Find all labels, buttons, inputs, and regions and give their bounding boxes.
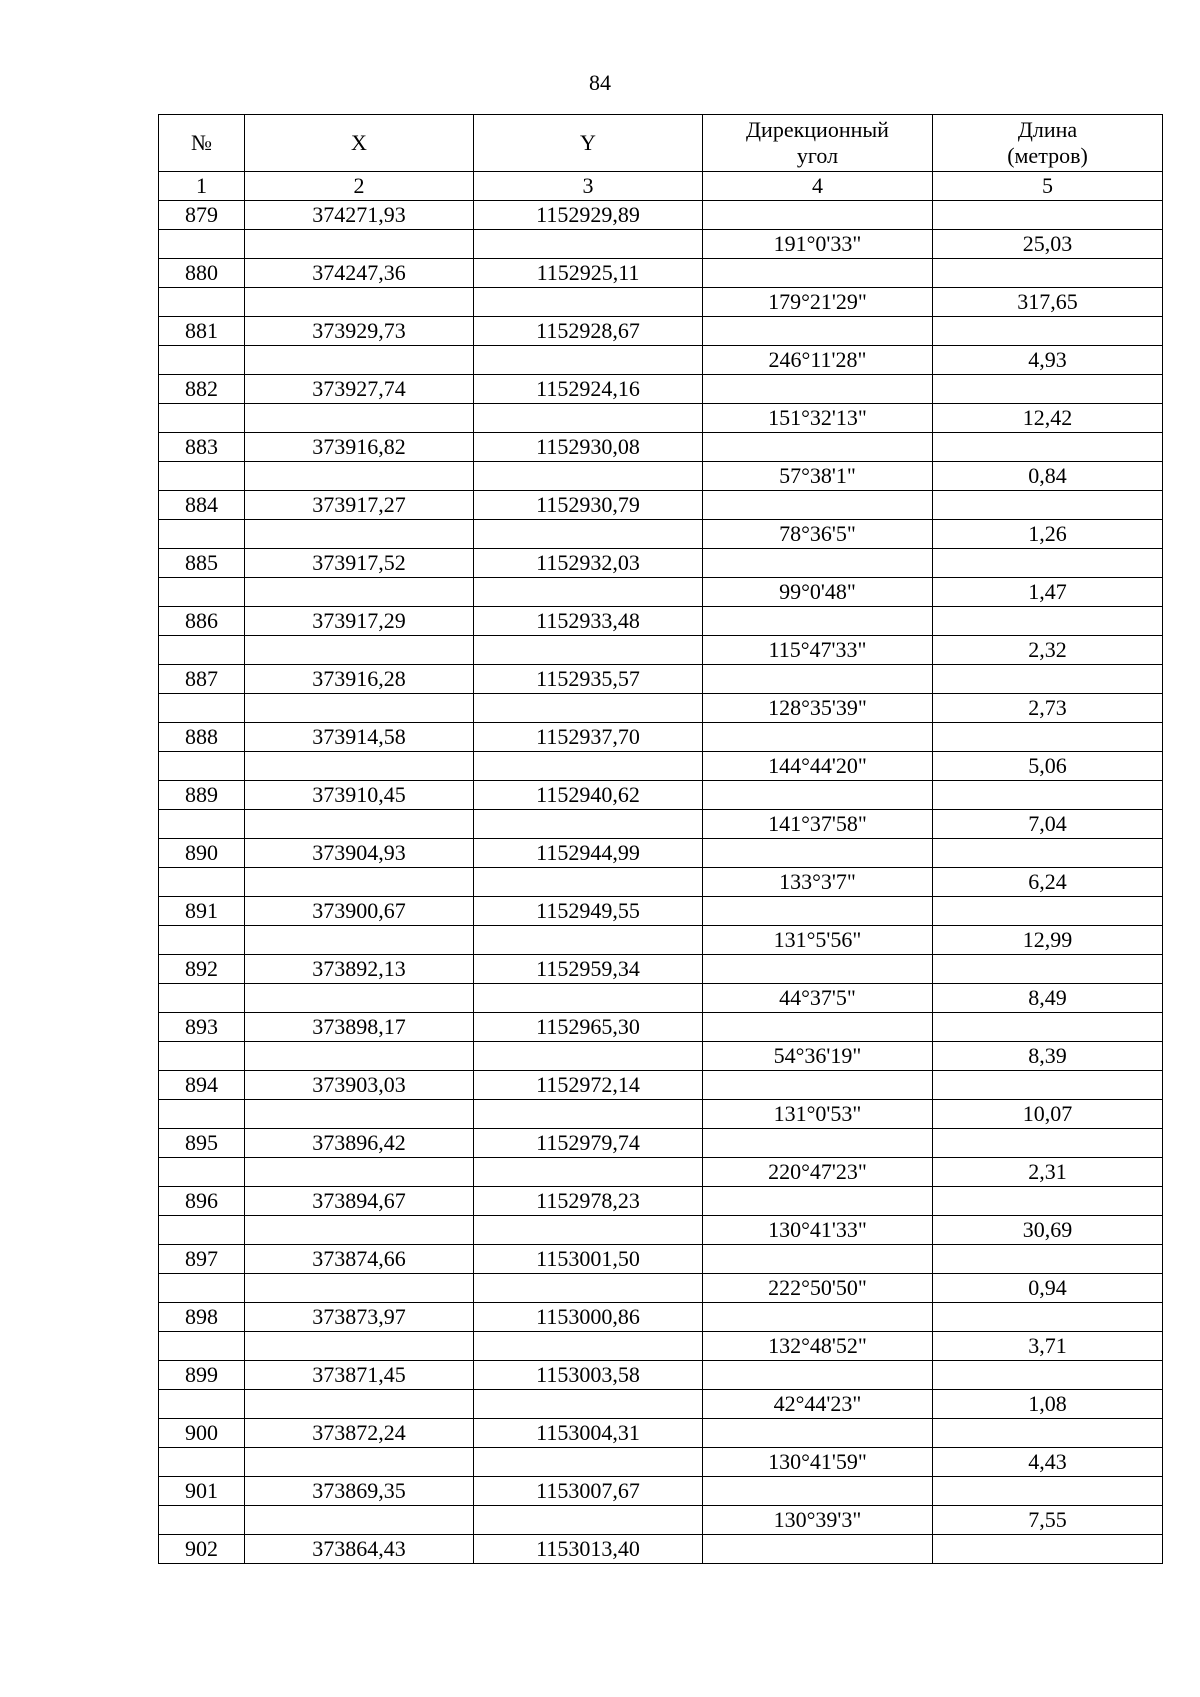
y-coordinate-cell: 1152929,89 bbox=[474, 201, 703, 230]
table-row bbox=[159, 1332, 1163, 1361]
y-coordinate-cell bbox=[474, 404, 703, 433]
length-cell bbox=[933, 1129, 1163, 1158]
y-coordinate-cell bbox=[474, 578, 703, 607]
bearing-cell bbox=[703, 955, 933, 984]
length-cell: 7,55 bbox=[933, 1506, 1163, 1535]
point-number-cell bbox=[159, 230, 245, 259]
y-coordinate-cell: 1152924,16 bbox=[474, 375, 703, 404]
y-coordinate-cell bbox=[474, 926, 703, 955]
x-coordinate-cell: 373892,13 bbox=[245, 955, 474, 984]
x-coordinate-cell bbox=[245, 636, 474, 665]
table-row bbox=[159, 607, 1163, 636]
y-coordinate-cell: 1152935,57 bbox=[474, 665, 703, 694]
header-length: Длина (метров) bbox=[933, 115, 1163, 172]
x-coordinate-cell: 373871,45 bbox=[245, 1361, 474, 1390]
length-cell: 25,03 bbox=[933, 230, 1163, 259]
table-row bbox=[159, 1129, 1163, 1158]
x-coordinate-cell bbox=[245, 462, 474, 491]
table-row bbox=[159, 1303, 1163, 1332]
bearing-cell: 54°36'19" bbox=[703, 1042, 933, 1071]
y-coordinate-cell: 1152965,30 bbox=[474, 1013, 703, 1042]
point-number-cell: 899 bbox=[159, 1361, 245, 1390]
bearing-cell: 42°44'23" bbox=[703, 1390, 933, 1419]
length-cell: 12,99 bbox=[933, 926, 1163, 955]
length-cell bbox=[933, 1071, 1163, 1100]
table-row bbox=[159, 201, 1163, 230]
length-cell: 2,31 bbox=[933, 1158, 1163, 1187]
table-row bbox=[159, 520, 1163, 549]
bearing-cell: 44°37'5" bbox=[703, 984, 933, 1013]
length-cell: 4,93 bbox=[933, 346, 1163, 375]
length-cell bbox=[933, 375, 1163, 404]
length-cell: 5,06 bbox=[933, 752, 1163, 781]
bearing-cell bbox=[703, 1187, 933, 1216]
length-cell bbox=[933, 1535, 1163, 1564]
bearing-cell: 130°39'3" bbox=[703, 1506, 933, 1535]
length-cell: 1,47 bbox=[933, 578, 1163, 607]
table-row bbox=[159, 317, 1163, 346]
table-row bbox=[159, 1506, 1163, 1535]
table-row bbox=[159, 1071, 1163, 1100]
bearing-cell bbox=[703, 317, 933, 346]
length-cell bbox=[933, 1477, 1163, 1506]
length-cell bbox=[933, 1013, 1163, 1042]
y-coordinate-cell bbox=[474, 1274, 703, 1303]
length-cell: 10,07 bbox=[933, 1100, 1163, 1129]
x-coordinate-cell: 374271,93 bbox=[245, 201, 474, 230]
length-cell: 7,04 bbox=[933, 810, 1163, 839]
bearing-cell bbox=[703, 607, 933, 636]
point-number-cell bbox=[159, 520, 245, 549]
column-number: 1 bbox=[159, 172, 245, 201]
length-cell: 6,24 bbox=[933, 868, 1163, 897]
bearing-cell: 99°0'48" bbox=[703, 578, 933, 607]
length-cell bbox=[933, 491, 1163, 520]
x-coordinate-cell bbox=[245, 230, 474, 259]
table-row bbox=[159, 897, 1163, 926]
point-number-cell: 894 bbox=[159, 1071, 245, 1100]
x-coordinate-cell: 373872,24 bbox=[245, 1419, 474, 1448]
table-row bbox=[159, 375, 1163, 404]
x-coordinate-cell: 373900,67 bbox=[245, 897, 474, 926]
bearing-cell bbox=[703, 1535, 933, 1564]
y-coordinate-cell bbox=[474, 462, 703, 491]
point-number-cell bbox=[159, 404, 245, 433]
x-coordinate-cell: 373869,35 bbox=[245, 1477, 474, 1506]
y-coordinate-cell bbox=[474, 752, 703, 781]
point-number-cell bbox=[159, 636, 245, 665]
point-number-cell bbox=[159, 1448, 245, 1477]
length-cell bbox=[933, 781, 1163, 810]
y-coordinate-cell: 1152944,99 bbox=[474, 839, 703, 868]
x-coordinate-cell bbox=[245, 1216, 474, 1245]
x-coordinate-cell: 373904,93 bbox=[245, 839, 474, 868]
bearing-cell bbox=[703, 433, 933, 462]
y-coordinate-cell bbox=[474, 1100, 703, 1129]
table-row bbox=[159, 1274, 1163, 1303]
y-coordinate-cell bbox=[474, 1390, 703, 1419]
point-number-cell: 887 bbox=[159, 665, 245, 694]
bearing-cell bbox=[703, 491, 933, 520]
bearing-cell bbox=[703, 897, 933, 926]
point-number-cell: 900 bbox=[159, 1419, 245, 1448]
point-number-cell: 895 bbox=[159, 1129, 245, 1158]
bearing-cell bbox=[703, 1013, 933, 1042]
bearing-cell bbox=[703, 1245, 933, 1274]
y-coordinate-cell: 1153000,86 bbox=[474, 1303, 703, 1332]
point-number-cell bbox=[159, 288, 245, 317]
x-coordinate-cell bbox=[245, 1448, 474, 1477]
point-number-cell bbox=[159, 926, 245, 955]
bearing-cell bbox=[703, 839, 933, 868]
y-coordinate-cell: 1152979,74 bbox=[474, 1129, 703, 1158]
bearing-cell: 141°37'58" bbox=[703, 810, 933, 839]
bearing-cell: 128°35'39" bbox=[703, 694, 933, 723]
y-coordinate-cell bbox=[474, 288, 703, 317]
bearing-cell: 115°47'33" bbox=[703, 636, 933, 665]
bearing-cell: 144°44'20" bbox=[703, 752, 933, 781]
point-number-cell: 901 bbox=[159, 1477, 245, 1506]
point-number-cell bbox=[159, 984, 245, 1013]
bearing-cell bbox=[703, 1071, 933, 1100]
x-coordinate-cell bbox=[245, 520, 474, 549]
x-coordinate-cell bbox=[245, 694, 474, 723]
point-number-cell: 882 bbox=[159, 375, 245, 404]
bearing-cell bbox=[703, 1303, 933, 1332]
y-coordinate-cell bbox=[474, 1158, 703, 1187]
table-row bbox=[159, 1419, 1163, 1448]
x-coordinate-cell: 373929,73 bbox=[245, 317, 474, 346]
y-coordinate-cell: 1152949,55 bbox=[474, 897, 703, 926]
y-coordinate-cell: 1152932,03 bbox=[474, 549, 703, 578]
point-number-cell: 892 bbox=[159, 955, 245, 984]
x-coordinate-cell: 373898,17 bbox=[245, 1013, 474, 1042]
point-number-cell bbox=[159, 346, 245, 375]
y-coordinate-cell bbox=[474, 520, 703, 549]
header-row bbox=[159, 115, 1163, 172]
bearing-cell: 246°11'28" bbox=[703, 346, 933, 375]
y-coordinate-cell: 1152933,48 bbox=[474, 607, 703, 636]
table-row bbox=[159, 723, 1163, 752]
bearing-cell bbox=[703, 1361, 933, 1390]
column-number: 5 bbox=[933, 172, 1163, 201]
point-number-cell: 883 bbox=[159, 433, 245, 462]
bearing-cell: 151°32'13" bbox=[703, 404, 933, 433]
point-number-cell bbox=[159, 1390, 245, 1419]
y-coordinate-cell bbox=[474, 1216, 703, 1245]
y-coordinate-cell bbox=[474, 694, 703, 723]
table-row bbox=[159, 491, 1163, 520]
length-cell bbox=[933, 1187, 1163, 1216]
point-number-cell bbox=[159, 1158, 245, 1187]
length-cell: 0,94 bbox=[933, 1274, 1163, 1303]
x-coordinate-cell bbox=[245, 1506, 474, 1535]
length-cell bbox=[933, 839, 1163, 868]
table-row bbox=[159, 1361, 1163, 1390]
table-row bbox=[159, 868, 1163, 897]
table-row bbox=[159, 288, 1163, 317]
table-row bbox=[159, 955, 1163, 984]
column-number: 3 bbox=[474, 172, 703, 201]
x-coordinate-cell bbox=[245, 984, 474, 1013]
length-cell: 1,26 bbox=[933, 520, 1163, 549]
bearing-cell: 220°47'23" bbox=[703, 1158, 933, 1187]
header-bearing: Дирекционный угол bbox=[703, 115, 933, 172]
bearing-cell: 133°3'7" bbox=[703, 868, 933, 897]
x-coordinate-cell bbox=[245, 752, 474, 781]
bearing-cell: 222°50'50" bbox=[703, 1274, 933, 1303]
column-number: 2 bbox=[245, 172, 474, 201]
length-cell bbox=[933, 1419, 1163, 1448]
bearing-cell: 179°21'29" bbox=[703, 288, 933, 317]
point-number-cell: 888 bbox=[159, 723, 245, 752]
x-coordinate-cell bbox=[245, 926, 474, 955]
x-coordinate-cell bbox=[245, 288, 474, 317]
table-row bbox=[159, 984, 1163, 1013]
point-number-cell bbox=[159, 462, 245, 491]
page-number: 84 bbox=[589, 70, 611, 95]
x-coordinate-cell bbox=[245, 346, 474, 375]
x-coordinate-cell: 373894,67 bbox=[245, 1187, 474, 1216]
bearing-cell bbox=[703, 723, 933, 752]
table-row bbox=[159, 578, 1163, 607]
length-cell: 317,65 bbox=[933, 288, 1163, 317]
y-coordinate-cell: 1152930,79 bbox=[474, 491, 703, 520]
table-body bbox=[159, 201, 1163, 1564]
y-coordinate-cell: 1152937,70 bbox=[474, 723, 703, 752]
point-number-cell: 880 bbox=[159, 259, 245, 288]
table-row bbox=[159, 1535, 1163, 1564]
point-number-cell: 886 bbox=[159, 607, 245, 636]
bearing-cell bbox=[703, 665, 933, 694]
y-coordinate-cell: 1152978,23 bbox=[474, 1187, 703, 1216]
length-cell bbox=[933, 549, 1163, 578]
point-number-cell: 897 bbox=[159, 1245, 245, 1274]
bearing-cell: 130°41'59" bbox=[703, 1448, 933, 1477]
length-cell: 1,08 bbox=[933, 1390, 1163, 1419]
y-coordinate-cell: 1152925,11 bbox=[474, 259, 703, 288]
x-coordinate-cell: 373914,58 bbox=[245, 723, 474, 752]
bearing-cell: 130°41'33" bbox=[703, 1216, 933, 1245]
point-number-cell bbox=[159, 1042, 245, 1071]
x-coordinate-cell: 373896,42 bbox=[245, 1129, 474, 1158]
table-row bbox=[159, 839, 1163, 868]
table-row bbox=[159, 1187, 1163, 1216]
y-coordinate-cell: 1152972,14 bbox=[474, 1071, 703, 1100]
table-row bbox=[159, 694, 1163, 723]
y-coordinate-cell bbox=[474, 230, 703, 259]
x-coordinate-cell: 373917,27 bbox=[245, 491, 474, 520]
length-cell bbox=[933, 433, 1163, 462]
x-coordinate-cell: 373917,29 bbox=[245, 607, 474, 636]
point-number-cell: 898 bbox=[159, 1303, 245, 1332]
point-number-cell: 885 bbox=[159, 549, 245, 578]
x-coordinate-cell bbox=[245, 810, 474, 839]
x-coordinate-cell: 373927,74 bbox=[245, 375, 474, 404]
length-cell bbox=[933, 1361, 1163, 1390]
table-row bbox=[159, 1245, 1163, 1274]
point-number-cell: 884 bbox=[159, 491, 245, 520]
column-numbers-row bbox=[159, 172, 1163, 201]
point-number-cell: 891 bbox=[159, 897, 245, 926]
length-cell bbox=[933, 897, 1163, 926]
y-coordinate-cell: 1153007,67 bbox=[474, 1477, 703, 1506]
table-row bbox=[159, 1042, 1163, 1071]
point-number-cell bbox=[159, 694, 245, 723]
table-row bbox=[159, 781, 1163, 810]
bearing-cell bbox=[703, 1129, 933, 1158]
y-coordinate-cell bbox=[474, 810, 703, 839]
point-number-cell bbox=[159, 1332, 245, 1361]
length-cell bbox=[933, 955, 1163, 984]
header-x: X bbox=[245, 115, 474, 172]
bearing-cell: 131°5'56" bbox=[703, 926, 933, 955]
length-cell bbox=[933, 607, 1163, 636]
table-row bbox=[159, 1390, 1163, 1419]
y-coordinate-cell: 1152940,62 bbox=[474, 781, 703, 810]
length-cell bbox=[933, 201, 1163, 230]
coordinates-table bbox=[158, 114, 1163, 1564]
x-coordinate-cell: 373917,52 bbox=[245, 549, 474, 578]
y-coordinate-cell bbox=[474, 346, 703, 375]
length-cell bbox=[933, 665, 1163, 694]
column-number: 4 bbox=[703, 172, 933, 201]
x-coordinate-cell: 373903,03 bbox=[245, 1071, 474, 1100]
table-row bbox=[159, 259, 1163, 288]
x-coordinate-cell: 373916,28 bbox=[245, 665, 474, 694]
table-row bbox=[159, 1158, 1163, 1187]
point-number-cell bbox=[159, 1100, 245, 1129]
length-cell: 4,43 bbox=[933, 1448, 1163, 1477]
x-coordinate-cell: 373873,97 bbox=[245, 1303, 474, 1332]
bearing-cell bbox=[703, 549, 933, 578]
length-cell bbox=[933, 317, 1163, 346]
y-coordinate-cell: 1153003,58 bbox=[474, 1361, 703, 1390]
x-coordinate-cell: 373864,43 bbox=[245, 1535, 474, 1564]
point-number-cell: 902 bbox=[159, 1535, 245, 1564]
bearing-cell bbox=[703, 1419, 933, 1448]
table-row bbox=[159, 926, 1163, 955]
table-row bbox=[159, 549, 1163, 578]
x-coordinate-cell bbox=[245, 1274, 474, 1303]
point-number-cell bbox=[159, 810, 245, 839]
table-row bbox=[159, 462, 1163, 491]
table-row bbox=[159, 404, 1163, 433]
x-coordinate-cell: 373916,82 bbox=[245, 433, 474, 462]
length-cell: 2,32 bbox=[933, 636, 1163, 665]
length-cell bbox=[933, 1303, 1163, 1332]
length-cell: 0,84 bbox=[933, 462, 1163, 491]
table-row bbox=[159, 1477, 1163, 1506]
length-cell bbox=[933, 1245, 1163, 1274]
table-row bbox=[159, 230, 1163, 259]
length-cell bbox=[933, 723, 1163, 752]
x-coordinate-cell bbox=[245, 1158, 474, 1187]
y-coordinate-cell bbox=[474, 868, 703, 897]
y-coordinate-cell bbox=[474, 984, 703, 1013]
bearing-cell bbox=[703, 1477, 933, 1506]
y-coordinate-cell: 1152928,67 bbox=[474, 317, 703, 346]
length-cell: 3,71 bbox=[933, 1332, 1163, 1361]
y-coordinate-cell: 1153004,31 bbox=[474, 1419, 703, 1448]
x-coordinate-cell: 373874,66 bbox=[245, 1245, 474, 1274]
length-cell: 8,49 bbox=[933, 984, 1163, 1013]
x-coordinate-cell bbox=[245, 1042, 474, 1071]
bearing-cell: 131°0'53" bbox=[703, 1100, 933, 1129]
table-row bbox=[159, 346, 1163, 375]
bearing-cell: 57°38'1" bbox=[703, 462, 933, 491]
table-row bbox=[159, 433, 1163, 462]
y-coordinate-cell bbox=[474, 636, 703, 665]
x-coordinate-cell bbox=[245, 578, 474, 607]
y-coordinate-cell bbox=[474, 1332, 703, 1361]
length-cell bbox=[933, 259, 1163, 288]
y-coordinate-cell bbox=[474, 1042, 703, 1071]
x-coordinate-cell bbox=[245, 1332, 474, 1361]
x-coordinate-cell bbox=[245, 868, 474, 897]
y-coordinate-cell: 1153001,50 bbox=[474, 1245, 703, 1274]
bearing-cell: 132°48'52" bbox=[703, 1332, 933, 1361]
table-row bbox=[159, 665, 1163, 694]
table-row bbox=[159, 636, 1163, 665]
y-coordinate-cell: 1152930,08 bbox=[474, 433, 703, 462]
point-number-cell bbox=[159, 868, 245, 897]
bearing-cell bbox=[703, 781, 933, 810]
length-cell: 12,42 bbox=[933, 404, 1163, 433]
length-cell: 30,69 bbox=[933, 1216, 1163, 1245]
point-number-cell: 896 bbox=[159, 1187, 245, 1216]
point-number-cell bbox=[159, 1216, 245, 1245]
header-number: № bbox=[159, 115, 245, 172]
y-coordinate-cell: 1152959,34 bbox=[474, 955, 703, 984]
table-row bbox=[159, 1216, 1163, 1245]
table-row bbox=[159, 752, 1163, 781]
length-cell: 2,73 bbox=[933, 694, 1163, 723]
y-coordinate-cell: 1153013,40 bbox=[474, 1535, 703, 1564]
y-coordinate-cell bbox=[474, 1448, 703, 1477]
bearing-cell bbox=[703, 259, 933, 288]
point-number-cell: 893 bbox=[159, 1013, 245, 1042]
table-row bbox=[159, 1100, 1163, 1129]
table-row bbox=[159, 1013, 1163, 1042]
table-row bbox=[159, 1448, 1163, 1477]
point-number-cell: 890 bbox=[159, 839, 245, 868]
point-number-cell: 881 bbox=[159, 317, 245, 346]
point-number-cell bbox=[159, 578, 245, 607]
length-cell: 8,39 bbox=[933, 1042, 1163, 1071]
table-row bbox=[159, 810, 1163, 839]
x-coordinate-cell: 373910,45 bbox=[245, 781, 474, 810]
point-number-cell: 879 bbox=[159, 201, 245, 230]
bearing-cell bbox=[703, 375, 933, 404]
x-coordinate-cell bbox=[245, 1100, 474, 1129]
point-number-cell: 889 bbox=[159, 781, 245, 810]
x-coordinate-cell: 374247,36 bbox=[245, 259, 474, 288]
bearing-cell bbox=[703, 201, 933, 230]
header-y: Y bbox=[474, 115, 703, 172]
x-coordinate-cell bbox=[245, 1390, 474, 1419]
point-number-cell bbox=[159, 752, 245, 781]
y-coordinate-cell bbox=[474, 1506, 703, 1535]
point-number-cell bbox=[159, 1506, 245, 1535]
point-number-cell bbox=[159, 1274, 245, 1303]
bearing-cell: 191°0'33" bbox=[703, 230, 933, 259]
x-coordinate-cell bbox=[245, 404, 474, 433]
bearing-cell: 78°36'5" bbox=[703, 520, 933, 549]
